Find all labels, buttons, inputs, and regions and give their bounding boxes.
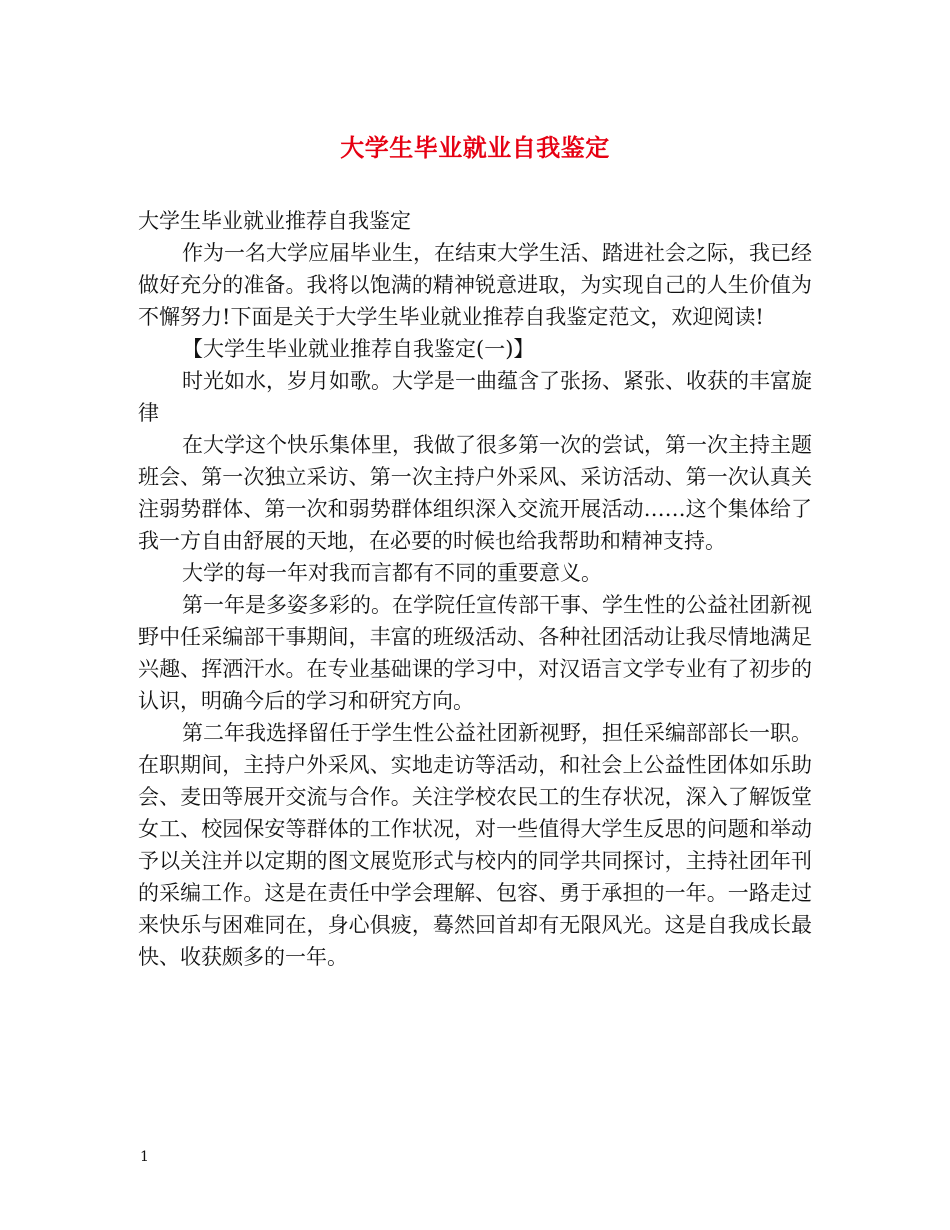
body-paragraph-1: 时光如水，岁月如歌。大学是一曲蕴含了张扬、紧张、收获的丰富旋律 <box>138 369 812 425</box>
subtitle-paragraph: 大学生毕业就业推荐自我鉴定 <box>138 209 411 233</box>
intro-paragraph: 作为一名大学应届毕业生，在结束大学生活、踏进社会之际，我已经做好充分的准备。我将以饱满的精神锐意进取，为实现自己的人生价值为不懈努力!下面是关于大学生毕业就业推荐自我鉴定范文，欢迎阅读! <box>138 241 812 329</box>
body-paragraph-4: 第一年是多姿多彩的。在学院任宣传部干事、学生性的公益社团新视野中任采编部干事期间，丰富的班级活动、各种社团活动让我尽情地满足兴趣、挥洒汗水。在专业基础课的学习中，对汉语言文学专业有了初步的认识，明确今后的学习和研究方向。 <box>138 593 812 713</box>
document-title: 大学生毕业就业自我鉴定 <box>340 133 610 162</box>
section-heading: 【大学生毕业就业推荐自我鉴定(一)】 <box>182 337 535 361</box>
body-paragraph-2: 在大学这个快乐集体里，我做了很多第一次的尝试，第一次主持主题班会、第一次独立采访、第一次主持户外采风、采访活动、第一次认真关注弱势群体、第一次和弱势群体组织深入交流开展活动……这个集体给了我一方自由舒展的天地，在必要的时候也给我帮助和精神支持。 <box>138 433 812 553</box>
page-number: 1 <box>140 1149 149 1165</box>
document-body <box>138 205 812 973</box>
body-paragraph-3: 大学的每一年对我而言都有不同的重要意义。 <box>182 561 602 585</box>
body-paragraph-5: 第二年我选择留任于学生性公益社团新视野，担任采编部部长一职。在职期间，主持户外采风、实地走访等活动，和社会上公益性团体如乐助会、麦田等展开交流与合作。关注学校农民工的生存状况，深入了解饭堂女工、校园保安等群体的工作状况，对一些值得大学生反思的问题和举动予以关注并以定期的图文展览形式与校内的同学共同探讨，主持社团年刊的采编工作。这是在责任中学会理解、包容、勇于承担的一年。一路走过来快乐与困难同在，身心俱疲，蓦然回首却有无限风光。这是自我成长最快、收获颇多的一年。 <box>138 721 812 969</box>
